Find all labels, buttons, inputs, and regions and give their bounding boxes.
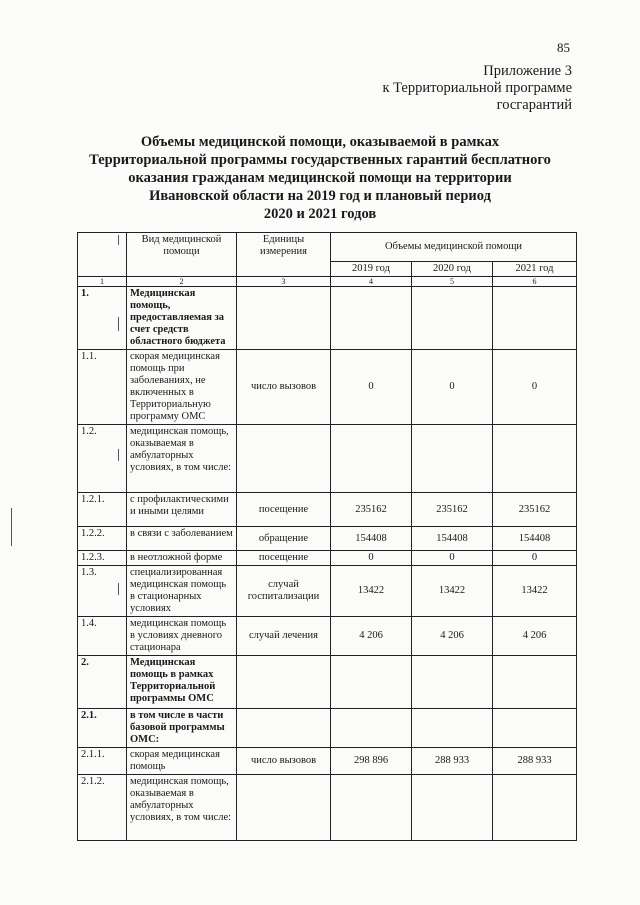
row-value-2019: 235162	[331, 493, 412, 527]
table-row	[78, 551, 577, 566]
row-number: 2.1.	[78, 709, 127, 748]
row-value-2021: 4 206	[493, 617, 577, 656]
row-name: в неотложной форме	[127, 551, 237, 566]
row-name: с профилактическими и иными целями	[127, 493, 237, 527]
row-value-2021: 235162	[493, 493, 577, 527]
row-number: 1.1.	[78, 350, 127, 425]
row-value-2021	[493, 709, 577, 748]
row-value-2019: 4 206	[331, 617, 412, 656]
row-value-2021: 13422	[493, 566, 577, 617]
row-unit	[237, 656, 331, 709]
row-value-2019: 0	[331, 551, 412, 566]
row-name: Медицинская помощь, предоставляемая за счет средств областного бюджета	[127, 287, 237, 350]
row-unit	[237, 775, 331, 841]
row-value-2021	[493, 425, 577, 493]
column-number: 5	[412, 277, 493, 287]
header-volumes: Объемы медицинской помощи	[331, 233, 577, 262]
row-value-2019	[331, 709, 412, 748]
table-row	[78, 709, 577, 748]
column-number: 3	[237, 277, 331, 287]
row-unit	[237, 287, 331, 350]
row-value-2020: 288 933	[412, 748, 493, 775]
column-number: 6	[493, 277, 577, 287]
row-name: Медицинская помощь в рамках Территориальной программы ОМС	[127, 656, 237, 709]
row-name: специализированная медицинская помощь в стационарных условиях	[127, 566, 237, 617]
row-value-2021: 154408	[493, 527, 577, 551]
row-value-2019	[331, 287, 412, 350]
row-unit	[237, 425, 331, 493]
header-year: 2020 год	[412, 262, 493, 277]
table-row	[78, 350, 577, 425]
row-unit: посещение	[237, 551, 331, 566]
row-number: 2.	[78, 656, 127, 709]
row-value-2020	[412, 425, 493, 493]
row-name: медицинская помощь в условиях дневного стационара	[127, 617, 237, 656]
row-value-2020	[412, 775, 493, 841]
row-value-2020: 13422	[412, 566, 493, 617]
row-name: скорая медицинская помощь при заболеваниях, не включенных в Территориальную программу ОМС	[127, 350, 237, 425]
page-number: 85	[557, 40, 570, 55]
table-row	[78, 493, 577, 527]
row-number: 2.1.1.	[78, 748, 127, 775]
row-name: медицинская помощь, оказываемая в амбулаторных условиях, в том числе:	[127, 775, 237, 841]
row-value-2019: 0	[331, 350, 412, 425]
row-number: 1.2.	[78, 425, 127, 493]
row-value-2019	[331, 775, 412, 841]
appendix-line: Приложение 3	[483, 63, 572, 79]
volumes-table	[77, 232, 577, 841]
header-unit: Единицы измерения	[237, 233, 331, 277]
table-row	[78, 617, 577, 656]
row-value-2020	[412, 709, 493, 748]
row-value-2020	[412, 287, 493, 350]
row-number: 1.4.	[78, 617, 127, 656]
row-unit: число вызовов	[237, 748, 331, 775]
scan-mark	[118, 317, 119, 331]
row-value-2019	[331, 656, 412, 709]
column-number: 2	[127, 277, 237, 287]
row-value-2021	[493, 287, 577, 350]
title-line: 2020 и 2021 годов	[263, 206, 377, 222]
row-unit: обращение	[237, 527, 331, 551]
row-name: скорая медицинская помощь	[127, 748, 237, 775]
header-year: 2021 год	[493, 262, 577, 277]
row-value-2021	[493, 775, 577, 841]
scan-mark	[118, 235, 119, 245]
scan-mark	[11, 508, 12, 546]
row-number: 1.3.	[78, 566, 127, 617]
table-row	[78, 425, 577, 493]
scan-mark	[118, 449, 119, 461]
row-value-2021: 0	[493, 551, 577, 566]
row-value-2021: 288 933	[493, 748, 577, 775]
row-number: 1.2.1.	[78, 493, 127, 527]
table-row	[78, 287, 577, 350]
table-row	[78, 527, 577, 551]
row-unit	[237, 709, 331, 748]
row-name: медицинская помощь, оказываемая в амбулаторных условиях, в том числе:	[127, 425, 237, 493]
row-value-2020: 235162	[412, 493, 493, 527]
row-value-2020: 0	[412, 350, 493, 425]
header-num	[78, 233, 127, 277]
row-value-2021	[493, 656, 577, 709]
row-value-2019	[331, 425, 412, 493]
header-type: Вид медицинской помощи	[127, 233, 237, 277]
appendix-note	[382, 63, 572, 114]
document-title	[80, 133, 560, 223]
row-unit: случай госпитализации	[237, 566, 331, 617]
row-number: 1.2.3.	[78, 551, 127, 566]
row-value-2020	[412, 656, 493, 709]
row-name: в том числе в части базовой программы ОМС:	[127, 709, 237, 748]
row-unit: посещение	[237, 493, 331, 527]
table-row	[78, 566, 577, 617]
column-number: 4	[331, 277, 412, 287]
row-number: 1.	[78, 287, 127, 350]
row-value-2019: 298 896	[331, 748, 412, 775]
title-line: Объемы медицинской помощи, оказываемой в рамках	[140, 134, 500, 150]
title-line: Территориальной программы государственных гарантий бесплатного	[89, 152, 551, 168]
row-value-2020: 4 206	[412, 617, 493, 656]
scan-mark	[118, 583, 119, 595]
table-row	[78, 775, 577, 841]
appendix-line: госгарантий	[496, 97, 572, 113]
row-number: 2.1.2.	[78, 775, 127, 841]
row-value-2019: 154408	[331, 527, 412, 551]
table-row	[78, 748, 577, 775]
row-number: 1.2.2.	[78, 527, 127, 551]
row-value-2019: 13422	[331, 566, 412, 617]
table-row	[78, 656, 577, 709]
row-value-2021: 0	[493, 350, 577, 425]
title-line: оказания гражданам медицинской помощи на территории	[128, 170, 512, 186]
row-value-2020: 154408	[412, 527, 493, 551]
appendix-line: к Территориальной программе	[382, 80, 572, 96]
row-unit: число вызовов	[237, 350, 331, 425]
title-line: Ивановской области на 2019 год и плановый период	[149, 188, 491, 204]
row-unit: случай лечения	[237, 617, 331, 656]
row-name: в связи с заболеванием	[127, 527, 237, 551]
row-value-2020: 0	[412, 551, 493, 566]
header-year: 2019 год	[331, 262, 412, 277]
column-number: 1	[78, 277, 127, 287]
